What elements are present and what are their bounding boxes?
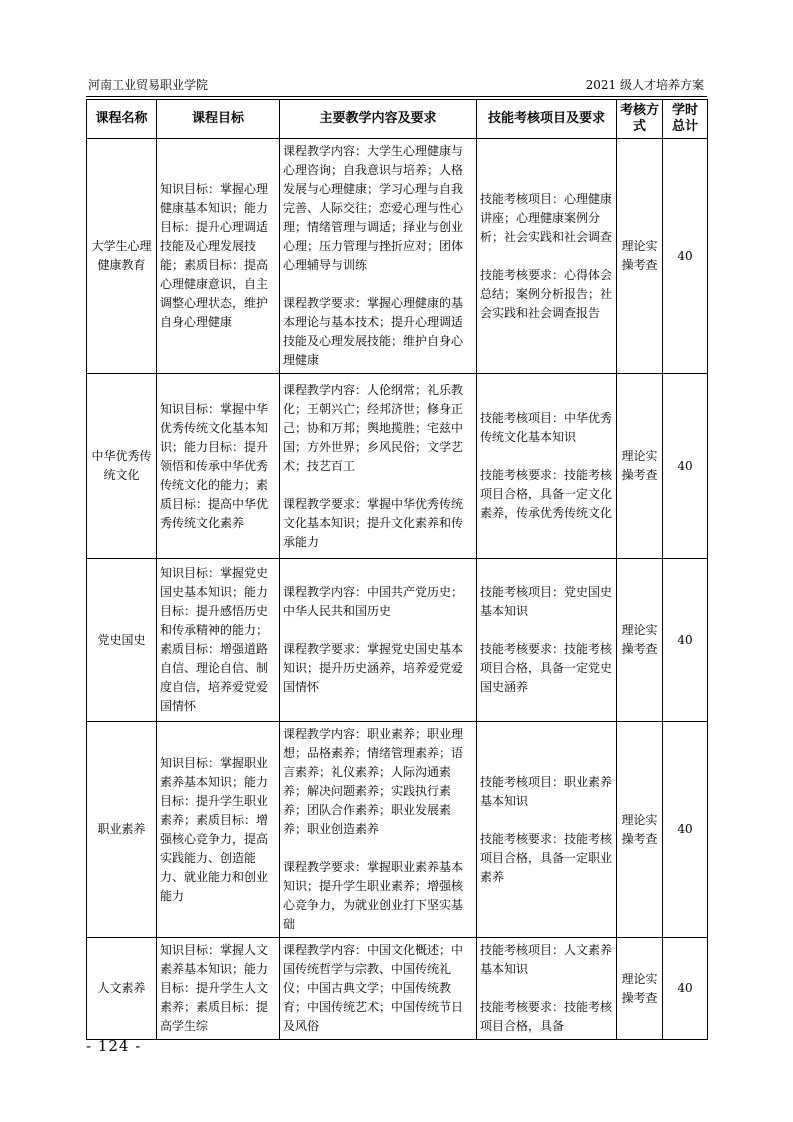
course-name: 职业素养 bbox=[87, 722, 157, 938]
content-requirement: 课程教学要求：掌握中华优秀传统文化基本知识；提升文化素养和传承能力 bbox=[283, 496, 464, 549]
course-name: 人文素养 bbox=[87, 938, 157, 1040]
assessment-method: 理论实操考查 bbox=[617, 374, 663, 559]
course-name: 中华优秀传统文化 bbox=[87, 374, 157, 559]
skill-assessment bbox=[477, 374, 617, 559]
course-name: 党史国史 bbox=[87, 559, 157, 722]
course-content bbox=[280, 139, 477, 374]
skill-requirement: 技能考核要求：技能考核项目合格，具备一定文化素养，传承优秀传统文化 bbox=[480, 468, 613, 520]
skill-requirement: 技能考核要求：技能考核项目合格，具备一定党史国史涵养 bbox=[480, 642, 613, 694]
content-requirement: 课程教学要求：掌握党史国史基本知识；提升历史涵养，培养爱党爱国情怀 bbox=[283, 642, 464, 694]
content-text: 课程教学内容：职业素养；职业理想；品格素养；情绪管理素养；语言素养；礼仪素养；人际沟通素养；解决问题素养；实践执行素养；团队合作素养；职业发展素养；职业创造素养 bbox=[283, 727, 464, 836]
skill-assessment bbox=[477, 139, 617, 374]
skill-item: 技能考核项目：人文素养基本知识 bbox=[480, 943, 613, 976]
course-goal: 知识目标：掌握职业素养基本知识；能力目标：提升学生职业素养；素质目标：增强核心竞争力，提高实践能力、创造能力、就业能力和创业能力 bbox=[157, 722, 280, 938]
col-header-main-content: 主要教学内容及要求 bbox=[280, 100, 477, 139]
content-text: 课程教学内容：人伦纲常；礼乐教化；王朝兴亡；经邦济世；修身正己；协和万邦；舆地揽胜；宅兹中国；方外世界；乡风民俗；文学艺术；技艺百工 bbox=[283, 382, 464, 473]
assessment-method: 理论实操考查 bbox=[617, 139, 663, 374]
skill-item: 技能考核项目：中华优秀传统文化基本知识 bbox=[480, 411, 613, 444]
assessment-method: 理论实操考查 bbox=[617, 722, 663, 938]
total-hours: 40 bbox=[663, 559, 708, 722]
content-text: 课程教学内容：中国文化概述；中国传统哲学与宗教、中国传统礼仪；中国古典文学；中国传统教育；中国传统艺术；中国传统节日及风俗 bbox=[283, 943, 464, 1033]
col-header-course-name: 课程名称 bbox=[87, 100, 157, 139]
content-text: 课程教学内容：大学生心理健康与心理咨询；自我意识与培养；人格发展与心理健康；学习心理与自我完善、人际交往；恋爱心理与性心理；情绪管理与调适；择业与创业心理；压力管理与挫折应对；团体心理辅导与训练 bbox=[283, 144, 464, 272]
total-hours: 40 bbox=[663, 139, 708, 374]
skill-item: 技能考核项目：党史国史基本知识 bbox=[480, 585, 613, 618]
table-row bbox=[87, 139, 708, 374]
course-goal: 知识目标：掌握人文素养基本知识；能力目标：提升学生人文素养；素质目标：提高学生综 bbox=[157, 938, 280, 1040]
skill-assessment bbox=[477, 722, 617, 938]
total-hours: 40 bbox=[663, 938, 708, 1040]
content-text: 课程教学内容：中国共产党历史；中华人民共和国历史 bbox=[283, 585, 464, 618]
course-content bbox=[280, 374, 477, 559]
total-hours: 40 bbox=[663, 374, 708, 559]
col-header-assessment-method: 考核方式 bbox=[617, 100, 663, 139]
header-rule bbox=[86, 96, 707, 97]
skill-requirement: 技能考核要求：技能考核项目合格，具备 bbox=[480, 1000, 613, 1033]
skill-assessment bbox=[477, 559, 617, 722]
course-content bbox=[280, 559, 477, 722]
skill-requirement: 技能考核要求：心得体会总结；案例分析报告；社会实践和社会调查报告 bbox=[480, 267, 613, 320]
skill-requirement: 技能考核要求：技能考核项目合格，具备一定职业素养 bbox=[480, 831, 613, 884]
skill-assessment bbox=[477, 938, 617, 1040]
table-header-row bbox=[87, 100, 708, 139]
total-hours: 40 bbox=[663, 722, 708, 938]
assessment-method: 理论实操考查 bbox=[617, 938, 663, 1040]
skill-item: 技能考核项目：职业素养基本知识 bbox=[480, 774, 613, 808]
course-goal: 知识目标：掌握中华优秀传统文化基本知识；能力目标：提升领悟和传承中华优秀传统文化的能力；素质目标：提高中华优秀传统文化素养 bbox=[157, 374, 280, 559]
course-goal: 知识目标：掌握心理健康基本知识；能力目标：提升心理调适技能及心理发展技能；素质目标：提高心理健康意识，自主调整心理状态，维护自身心理健康 bbox=[157, 139, 280, 374]
assessment-method: 理论实操考查 bbox=[617, 559, 663, 722]
table-row bbox=[87, 722, 708, 938]
page-number: - 124 - bbox=[86, 1037, 142, 1055]
course-content bbox=[280, 938, 477, 1040]
content-requirement: 课程教学要求：掌握心理健康的基本理论与基本技术；提升心理调适技能及心理发展技能；维护自身心理健康 bbox=[283, 296, 464, 367]
col-header-skill-assessment: 技能考核项目及要求 bbox=[477, 100, 617, 139]
course-name: 大学生心理健康教育 bbox=[87, 139, 157, 374]
content-requirement: 课程教学要求：掌握职业素养基本知识；提升学生职业素养；增强核心竞争力，为就业创业打下坚实基础 bbox=[283, 860, 464, 931]
course-goal: 知识目标：掌握党史国史基本知识；能力目标：提升感悟历史和传承精神的能力；素质目标：增强道路自信、理论自信、制度自信，培养爱党爱国情怀 bbox=[157, 559, 280, 722]
table-row bbox=[87, 559, 708, 722]
header-school-name: 河南工业贸易职业学院 bbox=[88, 78, 209, 92]
course-content bbox=[280, 722, 477, 938]
table-row bbox=[87, 374, 708, 559]
header-plan-title: 2021 级人才培养方案 bbox=[585, 78, 704, 92]
skill-item: 技能考核项目：心理健康讲座；心理健康案例分析；社会实践和社会调查 bbox=[480, 191, 613, 244]
col-header-course-goal: 课程目标 bbox=[157, 100, 280, 139]
table-row bbox=[87, 938, 708, 1040]
curriculum-table bbox=[86, 99, 708, 1040]
col-header-total-hours: 学时总计 bbox=[663, 100, 708, 139]
